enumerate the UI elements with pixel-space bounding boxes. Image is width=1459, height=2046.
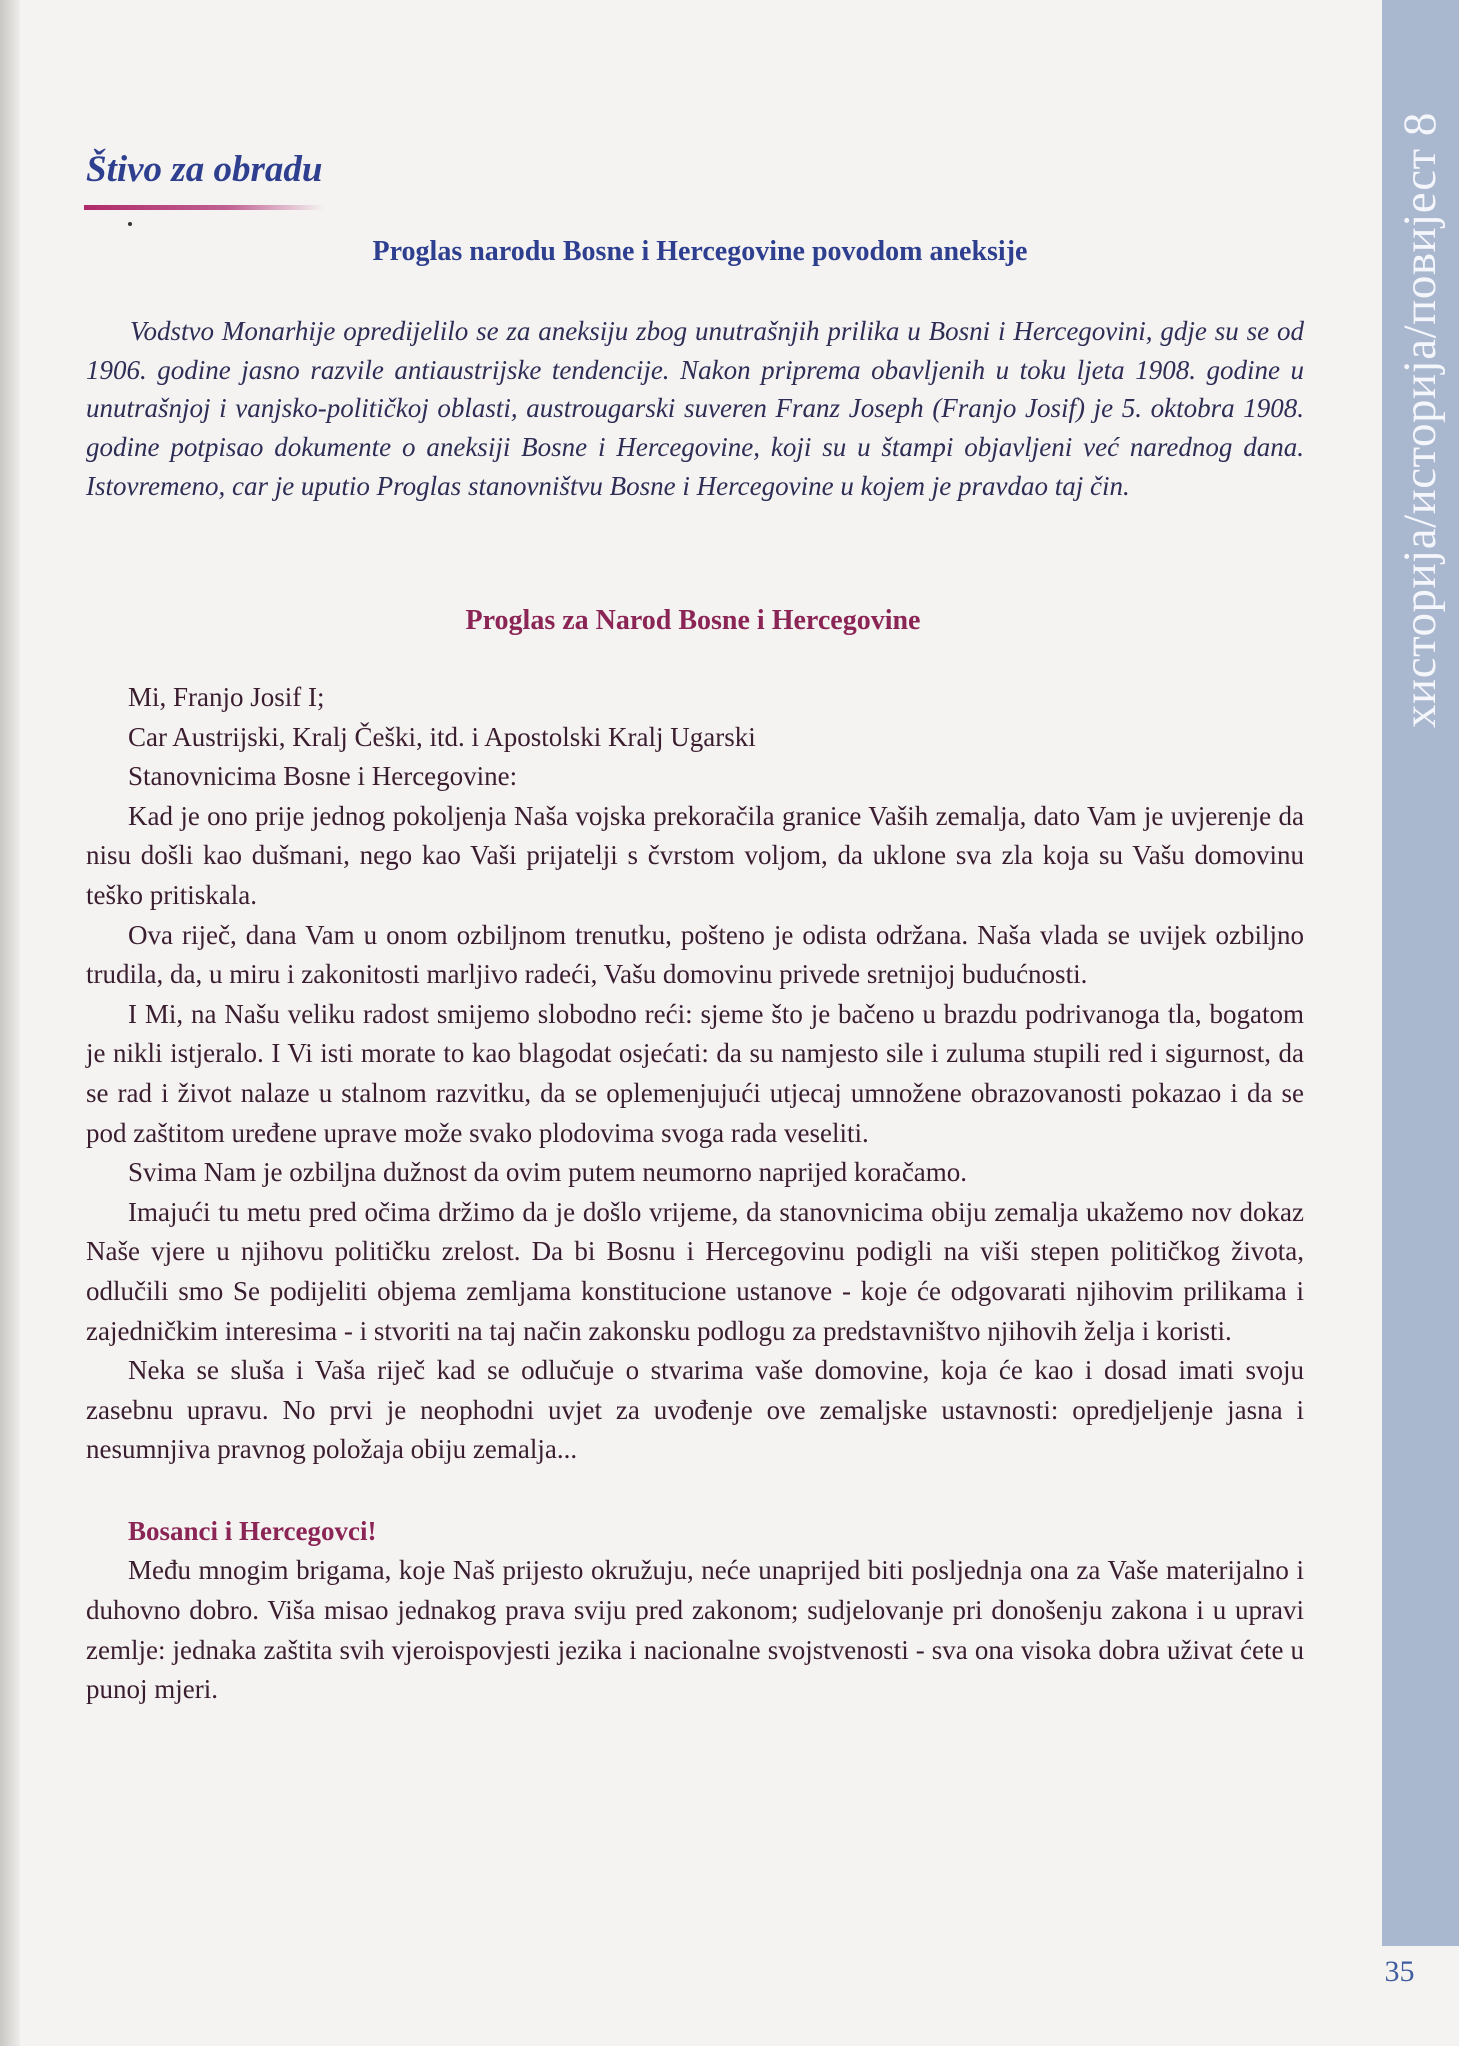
- document-subtitle: Proglas narodu Bosne i Hercegovine povodom aneksije: [372, 236, 1028, 267]
- page-number: 35: [1384, 1955, 1415, 1988]
- section-title: Štivo za obradu: [86, 149, 323, 190]
- proclamation-address: Bosanci i Hercegovci!: [128, 1515, 377, 1546]
- proclamation-paragraph: Neka se sluša i Vaša riječ kad se odlučuje o stvarima vaše domovine, koja će kao i dosad imati svoju zasebnu upravu. No prvi je neophodni uvjet za uvođenje ove zemaljske ustavnosti: opredjeljenje jasna i nesumnjiva pravnog položaja obiju zemalja...: [86, 1355, 1304, 1465]
- paragraph-spacer: [86, 1470, 1304, 1512]
- salutation-line: Stanovnicima Bosne i Hercegovine:: [128, 761, 518, 792]
- salutation-line: Mi, Franjo Josif I;: [128, 682, 325, 712]
- page-edge-shadow: [0, 0, 20, 2046]
- chapter-side-tab-label-wrap: [1390, 0, 1450, 840]
- section-title-underline: [84, 205, 324, 210]
- proclamation-paragraph: Kad je ono prije jednog pokoljenja Naša vojska prekoračila granice Vaših zemalja, dato Vam je uvjerenje da nisu došli kao dušmani, nego kao Vaši prijatelji s čvrstom voljom, da uklone sva zla koja su Vašu domovinu teško pritiskala.: [86, 800, 1304, 910]
- proclamation-heading: Proglas za Narod Bosne i Hercegovine: [465, 605, 921, 636]
- decorative-dot: [128, 222, 132, 226]
- proclamation-paragraph: Svima Nam je ozbiljna dužnost da ovim putem neumorno naprijed koračamo.: [128, 1157, 968, 1188]
- proclamation-closing-paragraph: Među mnogim brigama, koje Naš prijesto okružuju, neće unaprijed biti posljednja ona za Vaše materijalno i duhovno dobro. Viša misao jednakog prava sviju pred zakonom; sudjelovanje pri donošenju zakona i u upravi zemlje: jednaka zaštita svih vjeroispovjesti jezika i nacionalne svojstvenosti - sva ona visoka dobra uživat ćete u punoj mjeri.: [86, 1555, 1304, 1705]
- intro-paragraph: Vodstvo Monarhije opredijelilo se za aneksiju zbog unutrašnjih prilika u Bosni i Hercegovini, gdje su se od 1906. godine jasno razvile antiaustrijske tendencije. Nakon priprema obavljenih u toku ljeta 1908. godine u unutrašnjoj i vanjsko-političkoj oblasti, austrougarski suveren Franz Joseph (Franjo Josif) je 5. oktobra 1908. godine potpisao dokumente o aneksiji Bosne i Hercegovine, koji su u štampi objavljeni već narednog dana. Istovremeno, car je uputio Proglas stanovništvu Bosne i Hercegovine u kojem je pravdao taj čin.: [86, 316, 1304, 501]
- salutation-line: Car Austrijski, Kralj Češki, itd. i Apostolski Kralj Ugarski: [128, 721, 756, 752]
- proclamation-paragraph: Imajući tu metu pred očima držimo da je došlo vrijeme, da stanovnicima obiju zemalja ukažemo nov dokaz Naše vjere u njihovu političku zrelost. Da bi Bosnu i Hercegovinu podigli na viši stepen političkog života, odlučili smo Se podijeliti objema zemljama konstitucione ustanove - koje će odgovarati njihovim prilikama i zajedničkim interesima - i stvoriti na taj način zakonsku podlogu za predstavništvo njihovih želja i koristi.: [86, 1196, 1304, 1346]
- chapter-side-tab-label: хисторија/историја/повијест 8: [1394, 112, 1446, 728]
- proclamation-paragraph: Ova riječ, dana Vam u onom ozbiljnom trenutku, pošteno je odista održana. Naša vlada se uvijek ozbiljno trudila, da, u miru i zakonitosti marljivo radeći, Vašu domovinu privede sretnijoj budućnosti.: [86, 919, 1304, 990]
- proclamation-paragraph: I Mi, na Našu veliku radost smijemo slobodno reći: sjeme što je bačeno u brazdu podrivanoga tla, bogatom je nikli istjeralo. I Vi isti morate to kao blagodat osjećati: da su namjesto sile i zuluma stupili red i sigurnost, da se rad i život nalaze u stalnom razvitku, da se oplemenjujući utjecaj umnožene obrazovanosti pokazao i da se pod zaštitom uređene uprave može svako plodovima svoga rada veseliti.: [86, 998, 1304, 1148]
- proclamation-body: [86, 678, 1304, 1710]
